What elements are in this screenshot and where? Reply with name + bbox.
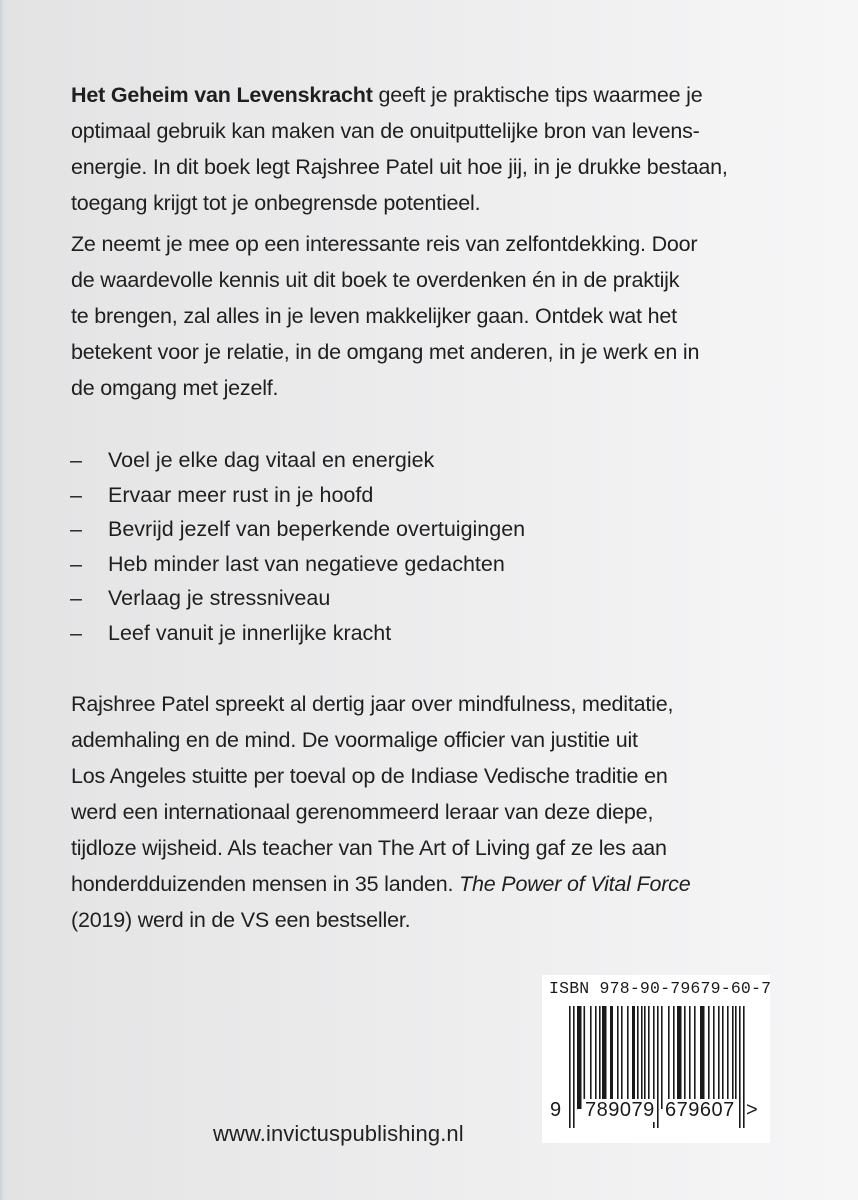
list-item: – Bevrijd jezelf van beperkende overtuigingen (70, 512, 525, 547)
intro-line-2: optimaal gebruik kan maken van de onuitputtelijke bron van levens- (71, 119, 700, 143)
dash-bullet-icon: – (70, 517, 82, 541)
list-item: – Verlaag je stressniveau (70, 581, 525, 616)
author-bio-paragraph (71, 686, 791, 938)
bio-line-6: honderdduizenden mensen in 35 landen. The Power of Vital Force (71, 872, 691, 896)
list-item: – Ervaar meer rust in je hoofd (70, 478, 525, 513)
book-title-italic: The Power of Vital Force (459, 872, 691, 896)
dash-bullet-icon: – (70, 551, 82, 576)
isbn-barcode (542, 975, 770, 1143)
bio-line-2: ademhaling en de mind. De voormalige officier van justitie uit (71, 728, 638, 752)
bio-line-5: tijdloze wijsheid. Als teacher van The Art of Living gaf ze les aan (71, 836, 667, 860)
para2-line-3: te brengen, zal alles in je leven makkelijker gaan. Ontdek wat het (71, 304, 677, 328)
list-item: – Leef vanuit je innerlijke kracht (70, 616, 525, 651)
isbn-label: ISBN 978-90-79679-60-7 (549, 979, 772, 998)
intro-line-4: toegang krijgt tot je onbegrensde potentieel. (71, 191, 481, 215)
para2-line-2: de waardevolle kennis uit dit boek te overdenken én in de praktijk (71, 268, 680, 292)
intro-line-1: Het Geheim van Levenskracht geeft je praktische tips waarmee je (71, 83, 703, 107)
bio-line-1: Rajshree Patel spreekt al dertig jaar over mindfulness, meditatie, (71, 692, 674, 716)
benefits-list (70, 443, 525, 650)
cover-edge (0, 0, 4, 1200)
journey-paragraph (71, 226, 791, 406)
bio-line-3: Los Angeles stuitte per toeval op de Indiase Vedische traditie en (71, 764, 668, 788)
publisher-website: www.invictuspublishing.nl (213, 1121, 464, 1146)
intro-line-3: energie. In dit boek legt Rajshree Patel uit hoe jij, in je drukke bestaan, (71, 155, 728, 179)
intro-paragraph (71, 77, 791, 221)
para2-line-4: betekent voor je relatie, in de omgang met anderen, in je werk en in (71, 340, 700, 364)
dash-bullet-icon: – (70, 448, 82, 472)
dash-bullet-icon: – (70, 482, 82, 507)
barcode-digits-right: 679607 (665, 1099, 735, 1121)
para2-line-1: Ze neemt je mee op een interessante reis van zelfontdekking. Door (71, 232, 698, 256)
dash-bullet-icon: – (70, 586, 82, 610)
list-item: – Heb minder last van negatieve gedachten (70, 547, 525, 582)
quiet-zone-arrow-icon: > (746, 1099, 758, 1121)
book-title: Het Geheim van Levenskracht (71, 83, 373, 107)
barcode-digits-left: 789079 (585, 1099, 655, 1121)
list-item: – Voel je elke dag vitaal en energiek (70, 443, 525, 478)
bio-line-4: werd een internationaal gerenommeerd leraar van deze diepe, (71, 800, 654, 824)
para2-line-5: de omgang met jezelf. (71, 376, 279, 400)
dash-bullet-icon: – (70, 620, 82, 645)
bio-line-7: (2019) werd in de VS een bestseller. (71, 908, 411, 932)
barcode-digit-first: 9 (550, 1099, 562, 1121)
